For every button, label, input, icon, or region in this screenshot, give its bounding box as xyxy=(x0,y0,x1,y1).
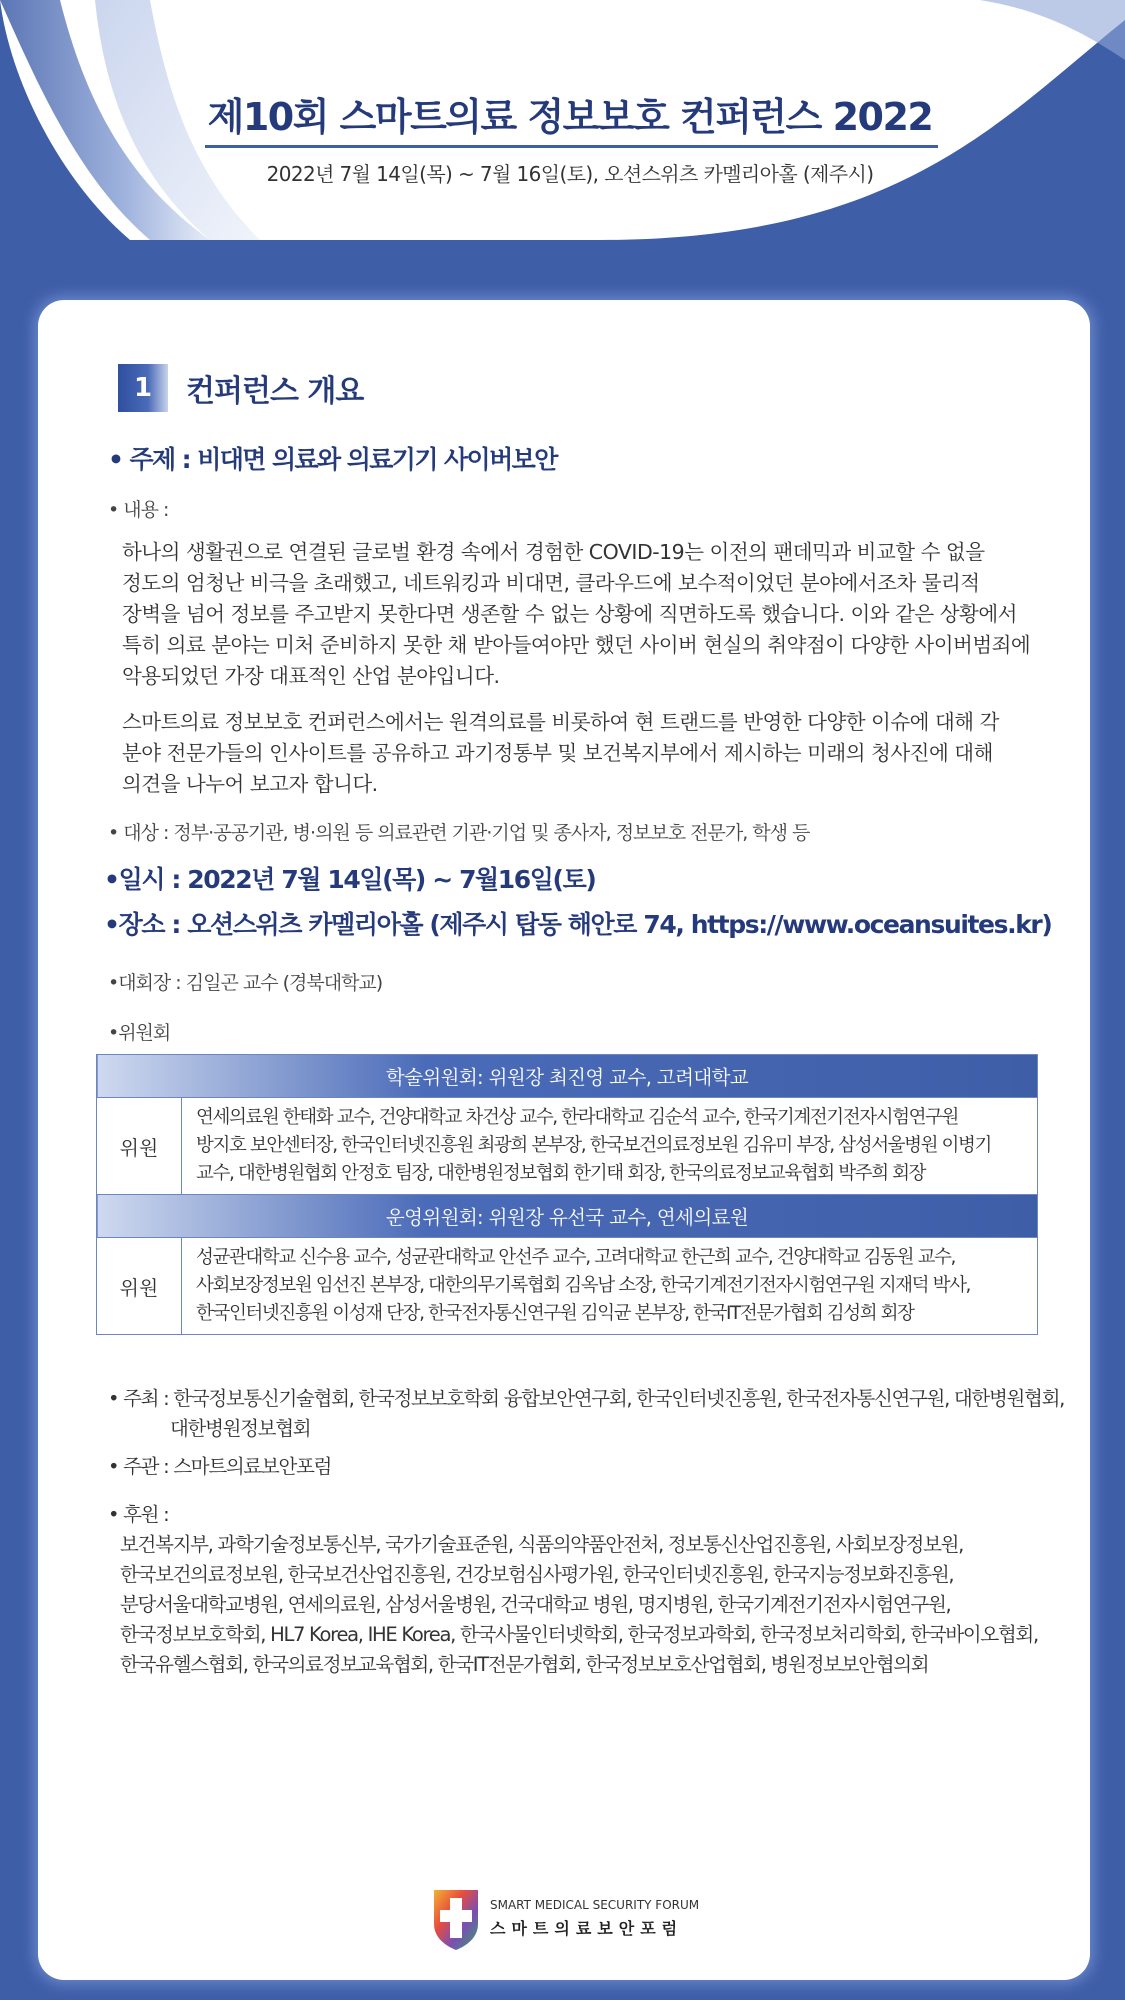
sponsor-line: 한국유헬스협회, 한국의료정보교육협회, 한국IT전문가협회, 한국정보보호산업협회, 병원정보보안협의회 xyxy=(120,1653,929,1676)
committee-label: •위원회 xyxy=(108,1022,171,1044)
medical-cross-icon xyxy=(430,1886,482,1952)
committee-member-row xyxy=(97,1238,1038,1335)
member-line: 교수, 대한병원협회 안정호 팀장, 대한병원정보협회 한기태 회장, 한국의료정보교육협회 박주희 회장 xyxy=(196,1163,926,1184)
header-wave-graphic xyxy=(0,0,1125,300)
sponsor-label: • 후원 : xyxy=(108,1503,169,1526)
operating-committee-members xyxy=(182,1238,1038,1335)
member-line: 성균관대학교 신수용 교수, 성균관대학교 안선주 교수, 고려대학교 한근희 교수, 건양대학교 김동원 교수, xyxy=(196,1247,955,1268)
paragraph-line: 의견을 나누어 보고자 합니다. xyxy=(122,772,378,796)
sponsor-line: 한국정보보호학회, HL7 Korea, IHE Korea, 한국사물인터넷학회, 한국정보과학회, 한국정보처리학회, 한국바이오협회, xyxy=(120,1623,1038,1646)
member-label: 위원 xyxy=(97,1098,182,1195)
committee-header-row xyxy=(97,1055,1038,1098)
event-date: •일시 : 2022년 7월 14일(목) ~ 7월16일(토) xyxy=(104,865,596,894)
forum-logo xyxy=(430,1886,700,1952)
sponsor-list xyxy=(108,1530,1038,1680)
paragraph-line: 장벽을 넘어 정보를 주고받지 못한다면 생존할 수 없는 상황에 직면하도록 했습니다. 이와 같은 상황에서 xyxy=(122,602,1017,626)
conference-subtitle: 2022년 7월 14일(목) ~ 7월 16일(토), 오션스위츠 카멜리아홀 (제주시) xyxy=(266,162,874,186)
title-underline xyxy=(205,145,938,148)
section-title: 컨퍼런스 개요 xyxy=(186,374,364,409)
member-line: 사회보장정보원 임선진 본부장, 대한의무기록협회 김옥남 소장, 한국기계전기전자시험연구원 지재덕 박사, xyxy=(196,1275,971,1296)
paragraph-line: 하나의 생활권으로 연결된 글로벌 환경 속에서 경험한 COVID-19는 이전의 팬데믹과 비교할 수 없을 xyxy=(122,540,985,564)
paragraph-line: 스마트의료 정보보호 컨퍼런스에서는 원격의료를 비롯하여 현 트랜드를 반영한 다양한 이슈에 대해 각 xyxy=(122,710,999,734)
sponsor-line: 분당서울대학교병원, 연세의료원, 삼성서울병원, 건국대학교 병원, 명지병원, 한국기계전기전자시험연구원, xyxy=(120,1593,951,1616)
paragraph-line: 분야 전문가들의 인사이트를 공유하고 과기정통부 및 보건복지부에서 제시하는 미래의 청사진에 대해 xyxy=(122,741,993,765)
committee-table xyxy=(96,1054,1038,1335)
section-number-badge: 1 xyxy=(118,364,168,412)
content-paragraph-2 xyxy=(122,707,1062,800)
target-audience: • 대상 : 정부·공공기관, 병·의원 등 의료관련 기관·기업 및 종사자, 정보보호 전문가, 학생 등 xyxy=(108,822,810,844)
header-banner xyxy=(0,0,1125,300)
organizer xyxy=(108,1452,331,1482)
logo-korean-text: 스마트의료보안포럼 xyxy=(490,1919,684,1938)
paragraph-line: 특히 의료 분야는 미처 준비하지 못한 채 받아들여야만 했던 사이버 현실의 취약점이 다양한 사이버범죄에 xyxy=(122,633,1031,657)
conference-title: 제10회 스마트의료 정보보호 컨퍼런스 2022 xyxy=(207,95,933,139)
organizer-line: • 주관 : 스마트의료보안포럼 xyxy=(108,1455,332,1478)
committee-member-row xyxy=(97,1098,1038,1195)
content-paragraph-1 xyxy=(122,537,1062,692)
logo-english-text: SMART MEDICAL SECURITY FORUM xyxy=(490,1898,700,1912)
paragraph-line: 정도의 엄청난 비극을 초래했고, 네트워킹과 비대면, 클라우드에 보수적이었던 분야에서조차 물리적 xyxy=(122,571,980,595)
member-label: 위원 xyxy=(97,1238,182,1335)
member-line: 한국인터넷진흥원 이성재 단장, 한국전자통신연구원 김익균 본부장, 한국IT전문가협회 김성희 회장 xyxy=(196,1303,914,1324)
event-venue: •장소 : 오션스위츠 카멜리아홀 (제주시 탑동 해안로 74, https://www.oceansuites.kr) xyxy=(104,910,1052,939)
paragraph-line: 악용되었던 가장 대표적인 산업 분야입니다. xyxy=(122,664,500,688)
committee-header-row xyxy=(97,1195,1038,1238)
member-line: 연세의료원 한태화 교수, 건양대학교 차건상 교수, 한라대학교 김순석 교수, 한국기계전기전자시험연구원 xyxy=(196,1107,959,1128)
sponsor-line: 한국보건의료정보원, 한국보건산업진흥원, 건강보험심사평가원, 한국인터넷진흥원, 한국지능정보화진흥원, xyxy=(120,1563,954,1586)
academic-committee-members xyxy=(182,1098,1038,1195)
topic-heading: • 주제 : 비대면 의료와 의료기기 사이버보안 xyxy=(108,445,557,474)
conference-chair: •대회장 : 김일곤 교수 (경북대학교) xyxy=(108,972,383,994)
sponsor-line: 보건복지부, 과학기술정보통신부, 국가기술표준원, 식품의약품안전처, 정보통신산업진흥원, 사회보장정보원, xyxy=(120,1533,964,1556)
content-label: • 내용 : xyxy=(108,499,169,521)
host-line: • 주최 : 한국정보통신기술협회, 한국정보보호학회 융합보안연구회, 한국인터넷진흥원, 한국전자통신연구원, 대한병원협회, xyxy=(108,1387,1065,1410)
academic-committee-header: 학술위원회: 위원장 최진영 교수, 고려대학교 xyxy=(97,1055,1038,1098)
host-list xyxy=(108,1384,1064,1444)
member-line: 방지호 보안센터장, 한국인터넷진흥원 최광희 본부장, 한국보건의료정보원 김유미 부장, 삼성서울병원 이병기 xyxy=(196,1135,991,1156)
operating-committee-header: 운영위원회: 위원장 유선국 교수, 연세의료원 xyxy=(97,1195,1038,1238)
sponsor-block xyxy=(108,1500,1038,1680)
host-line: 대한병원정보협회 xyxy=(170,1417,311,1440)
